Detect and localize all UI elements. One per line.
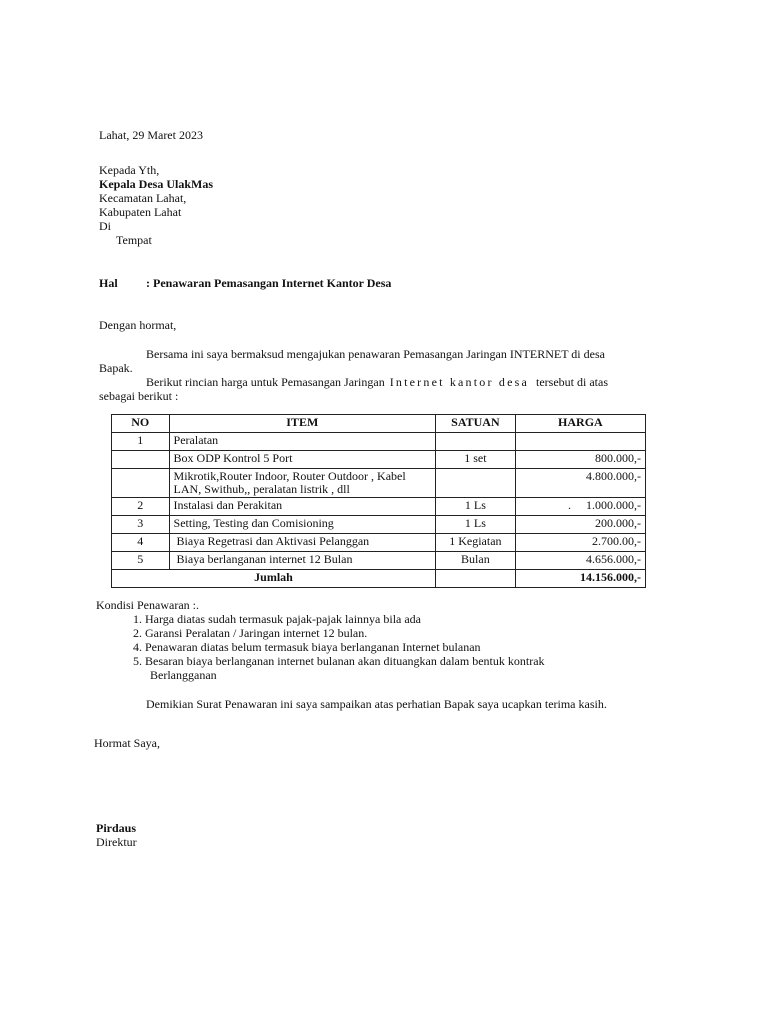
condition-item: 2. Garansi Peralatan / Jaringan internet 12 bulan.	[133, 626, 368, 640]
paragraph-2-part-c: tersebut di atas	[536, 375, 608, 389]
signer-name: Pirdaus	[96, 821, 137, 835]
total-satuan-empty	[436, 570, 516, 588]
condition-continuation: Berlangganan	[150, 668, 217, 682]
offer-table	[111, 414, 646, 588]
place-date: Lahat, 29 Maret 2023	[99, 128, 203, 142]
table-row	[112, 433, 646, 451]
table-row	[112, 516, 646, 534]
table-row	[112, 534, 646, 552]
row-item: Mikrotik,Router Indoor, Router Outdoor , Kabel LAN, Swithub,, peralatan listrik , dll	[169, 469, 435, 498]
subject-text: : Penawaran Pemasangan Internet Kantor Desa	[146, 276, 392, 290]
row-satuan: 1 Kegiatan	[436, 534, 516, 552]
header-harga: HARGA	[515, 415, 645, 433]
row-item: Biaya Regetrasi dan Aktivasi Pelanggan	[169, 534, 435, 552]
total-label: Jumlah	[112, 570, 436, 588]
row-harga: 4.800.000,-	[515, 469, 645, 498]
row-item: Peralatan	[169, 433, 435, 451]
condition-item: 4. Penawaran diatas belum termasuk biaya berlanganan Internet bulanan	[133, 640, 481, 654]
recipient-regency: Kabupaten Lahat	[99, 205, 182, 219]
row-satuan	[436, 469, 516, 498]
row-no	[112, 451, 170, 469]
row-harga: 4.656.000,-	[515, 552, 645, 570]
table-row	[112, 469, 646, 498]
row-no: 1	[112, 433, 170, 451]
row-item: Setting, Testing dan Comisioning	[169, 516, 435, 534]
table-row	[112, 552, 646, 570]
row-item: Box ODP Kontrol 5 Port	[169, 451, 435, 469]
row-harga: 800.000,-	[515, 451, 645, 469]
row-harga: 2.700.00,-	[515, 534, 645, 552]
header-satuan: SATUAN	[436, 415, 516, 433]
recipient-tempat: Tempat	[116, 233, 152, 247]
greeting: Dengan hormat,	[99, 318, 177, 332]
row-no: 3	[112, 516, 170, 534]
row-satuan: 1 Ls	[436, 516, 516, 534]
regards: Hormat Saya,	[94, 736, 160, 750]
table-row	[112, 451, 646, 469]
row-satuan	[436, 433, 516, 451]
conditions-title: Kondisi Penawaran :.	[96, 598, 199, 612]
paragraph-1-line-2: Bapak.	[99, 361, 133, 375]
condition-item: 1. Harga diatas sudah termasuk pajak-pajak lainnya bila ada	[133, 612, 422, 626]
row-satuan: 1 set	[436, 451, 516, 469]
row-no: 4	[112, 534, 170, 552]
recipient-to: Kepada Yth,	[99, 163, 160, 177]
row-item: Instalasi dan Perakitan	[169, 498, 435, 516]
table-row	[112, 498, 646, 516]
row-harga: . 1.000.000,-	[515, 498, 645, 516]
recipient-name: Kepala Desa UlakMas	[99, 177, 213, 191]
table-total-row	[112, 570, 646, 588]
recipient-di: Di	[99, 219, 111, 233]
paragraph-1-line-1: Bersama ini saya bermaksud mengajukan penawaran Pemasangan Jaringan INTERNET di desa	[146, 347, 605, 361]
closing-sentence: Demikian Surat Penawaran ini saya sampaikan atas perhatian Bapak saya ucapkan terima kasih.	[146, 697, 607, 711]
signer-title: Direktur	[96, 835, 137, 849]
paragraph-2-line-2: sebagai berikut :	[99, 389, 179, 403]
paragraph-2-part-a: Berikut rincian harga untuk Pemasangan Jaringan	[146, 375, 385, 389]
condition-item: 5. Besaran biaya berlanganan internet bulanan akan dituangkan dalam bentuk kontrak	[133, 654, 545, 668]
row-harga: 200.000,-	[515, 516, 645, 534]
row-satuan: 1 Ls	[436, 498, 516, 516]
header-item: ITEM	[169, 415, 435, 433]
paragraph-2-part-b: Internet kantor desa	[389, 375, 530, 389]
row-no: 5	[112, 552, 170, 570]
row-satuan: Bulan	[436, 552, 516, 570]
row-harga	[515, 433, 645, 451]
total-value: 14.156.000,-	[515, 570, 645, 588]
paragraph-2-line-1	[146, 375, 608, 389]
row-item: Biaya berlanganan internet 12 Bulan	[169, 552, 435, 570]
recipient-district: Kecamatan Lahat,	[99, 191, 187, 205]
row-no	[112, 469, 170, 498]
table-header-row	[112, 415, 646, 433]
subject-label: Hal	[99, 276, 118, 290]
header-no: NO	[112, 415, 170, 433]
row-no: 2	[112, 498, 170, 516]
